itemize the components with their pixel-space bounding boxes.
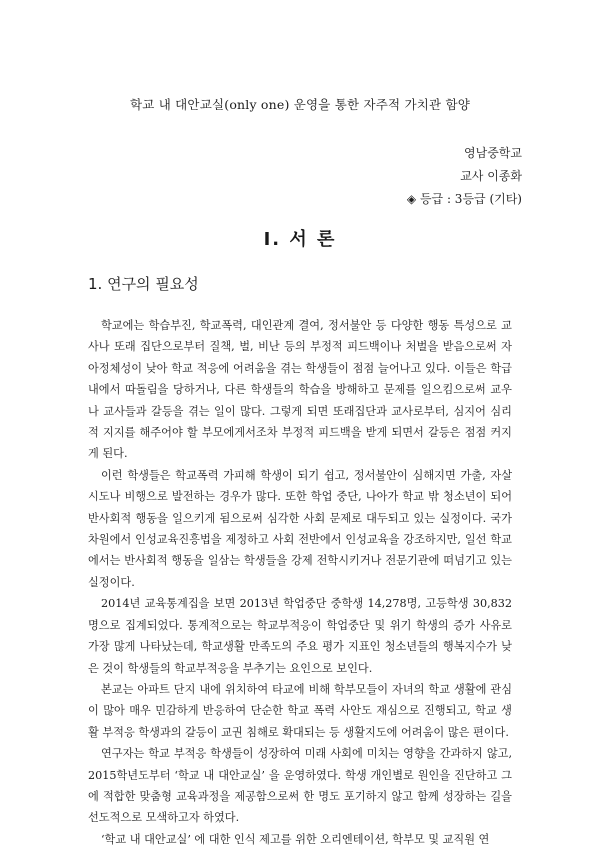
author-name: 교사 이종화 <box>460 169 522 183</box>
paragraph: 연구자는 학교 부적응 학생들이 성장하여 미래 사회에 미치는 영향을 간과하지 않고, 2015학년도부터 ‘학교 내 대안교실’ 을 운영하였다. 학생 개인별로 원인을 진단하고 그에 적합한 맞춤형 교육과정을 제공함으로써 한 명도 포기하지 않고 함께 성장하는 길을 선도적으로 모색하고자 하였다. <box>88 747 512 825</box>
paragraph: 본교는 아파트 단지 내에 위치하여 타교에 비해 학부모들이 자녀의 학교 생활에 관심이 많아 매우 민감하게 반응하여 단순한 학교 폭력 사안도 재심으로 진행되고, 학교 생활 부적응 학생과의 갈등이 교권 침해로 확대되는 등 생활지도에 어려움이 많은 편이다. <box>88 682 512 739</box>
paragraph: ‘학교 내 대안교실’ 에 대한 인식 제고를 위한 오리엔테이션, 학부모 및 교직원 연 <box>101 832 490 846</box>
grade-text: 등급 : 3등급 (기타) <box>419 192 522 206</box>
body-text <box>88 315 512 850</box>
paragraph: 학교에는 학습부진, 학교폭력, 대인관계 결여, 정서불안 등 다양한 행동 특성으로 교사나 또래 집단으로부터 질책, 벌, 비난 등의 부정적 피드백이나 처벌을 받음으로써 자아정체성이 낮아 학교 적응에 어려움을 겪는 학생들이 점점 늘어나고 있다. 이들은 학급 내에서 따돌림을 당하거나, 다른 학생들의 학습을 방해하고 문제를 일으킴으로써 교우나 교사들과 갈등을 겪는 일이 많다. 그렇게 되면 또래집단과 교사로부터, 심지어 심리적 지지를 해주어야 할 부모에게서조차 부정적 피드백을 받게 되면서 갈등은 점점 커지게 된다. <box>88 319 512 461</box>
document-title: 학교 내 대안교실(only one) 운영을 통한 자주적 가치관 함양 <box>129 97 471 112</box>
author-block <box>407 142 522 211</box>
paragraph: 이런 학생들은 학교폭력 가피해 학생이 되기 쉽고, 정서불안이 심해지면 가출, 자살 시도나 비행으로 발전하는 경우가 많다. 또한 학업 중단, 나아가 학교 밖 청소년이 되어 반사회적 행동을 일으키게 됨으로써 심각한 사회 문제로 대두되고 있는 실정이다. 국가 차원에서 인성교육진흥법을 제정하고 사회 전반에서 인성교육을 강조하지만, 일선 학교에서는 반사회적 행동을 일삼는 학생들을 강제 전학시키거나 전문기관에 떠넘기고 있는 실정이다. <box>88 468 512 589</box>
chapter-heading: Ⅰ. 서 론 <box>263 229 337 250</box>
school-name: 영남중학교 <box>464 146 522 160</box>
grade-line <box>407 188 522 211</box>
section-heading: 1. 연구의 필요성 <box>88 275 199 293</box>
diamond-bullet-icon: ◈ <box>406 192 417 206</box>
paragraph: 2014년 교육통계집을 보면 2013년 학업중단 중학생 14,278명, 고등학생 30,832명으로 집계되었다. 통계적으로는 학교부적응이 학업중단 및 위기 학생의 증가 사유로 가장 많게 나타났는데, 학교생활 만족도의 주요 평가 지표인 청소년들의 행복지수가 낮은 것이 학생들의 학교부적응을 부추기는 요인으로 보인다. <box>88 597 512 675</box>
